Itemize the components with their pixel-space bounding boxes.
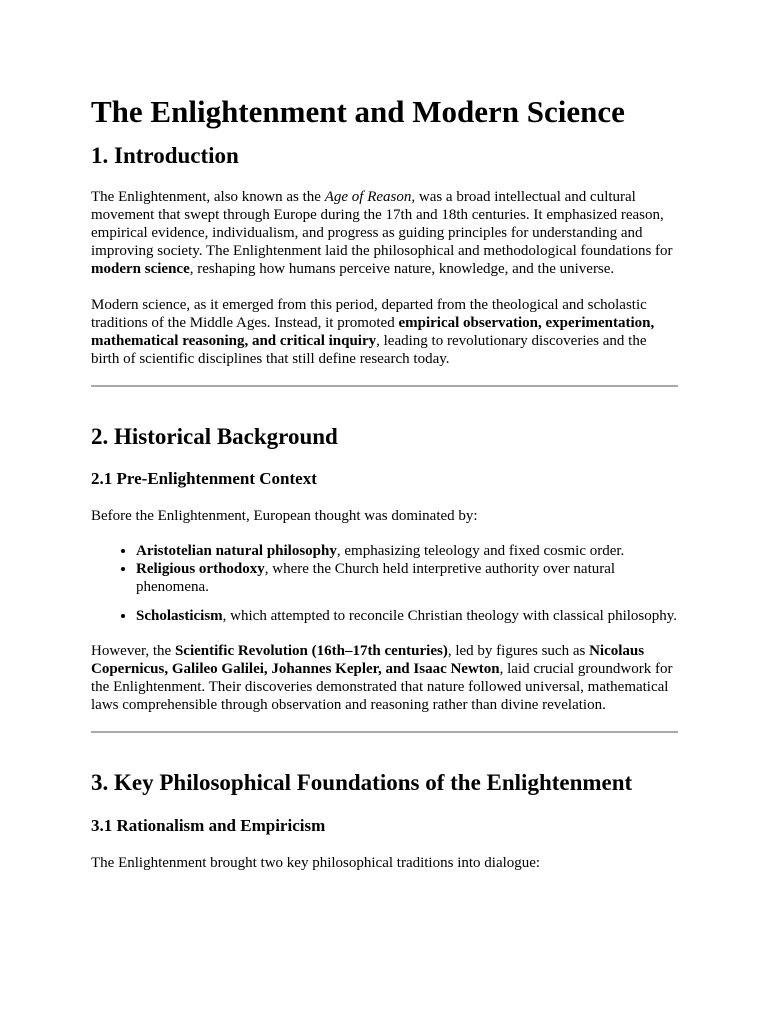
text-run: , emphasizing teleology and fixed cosmic order. — [336, 543, 625, 559]
text-run: , where the Church held interpretive authority over natural phenomena. — [136, 561, 616, 595]
list-item — [136, 560, 678, 596]
intro-paragraph-1 — [91, 188, 678, 278]
bold-term: Scholasticism — [136, 608, 223, 624]
list-item — [136, 542, 678, 560]
section-divider — [91, 731, 678, 733]
history-however-paragraph — [91, 642, 678, 714]
bold-term: empirical observation, experimentation, mathematical reasoning, and critical inquiry — [91, 315, 655, 349]
text-run: The Enlightenment, also known as the — [91, 189, 325, 205]
section-divider — [91, 385, 678, 387]
text-run: , laid crucial groundwork for the Enlightenment. Their discoveries demonstrated that nature followed universal, mathematical laws comprehensible through observation and reasoning rather than divine revelation. — [91, 661, 673, 713]
subsection-heading-rationalism-empiricism: 3.1 Rationalism and Empiricism — [91, 816, 326, 835]
list-item — [136, 607, 678, 625]
bold-term: Nicolaus Copernicus, Galileo Galilei, Johannes Kepler, and Isaac Newton — [91, 643, 645, 677]
bold-term: modern science — [91, 261, 190, 277]
foundations-lead-paragraph: The Enlightenment brought two key philosophical traditions into dialogue: — [91, 855, 541, 871]
bold-term: Religious orthodoxy — [136, 561, 265, 577]
section-heading-key-foundations: 3. Key Philosophical Foundations of the Enlightenment — [91, 770, 633, 795]
section-heading-historical-background: 2. Historical Background — [91, 424, 338, 449]
text-run: Modern science, as it emerged from this period, departed from the theological and scholastic traditions of the Middle Ages. Instead, it promoted — [91, 297, 647, 331]
bold-term: Aristotelian natural philosophy — [136, 543, 337, 559]
pre-enlightenment-list — [91, 542, 678, 625]
text-run: , reshaping how humans perceive nature, knowledge, and the universe. — [189, 261, 615, 277]
text-run: , which attempted to reconcile Christian theology with classical philosophy. — [222, 608, 678, 624]
text-run: , led by figures such as — [447, 643, 590, 659]
document-title: The Enlightenment and Modern Science — [91, 94, 625, 129]
bold-term: Scientific Revolution (16th–17th centuries) — [174, 643, 448, 659]
history-lead-paragraph: Before the Enlightenment, European thought was dominated by: — [91, 508, 478, 524]
subsection-heading-pre-enlightenment: 2.1 Pre-Enlightenment Context — [91, 469, 317, 488]
text-run: However, the — [91, 643, 175, 659]
intro-paragraph-2 — [91, 296, 678, 368]
text-run: , leading to revolutionary discoveries and the birth of scientific disciplines that still define research today. — [91, 333, 647, 367]
text-run: , was a broad intellectual and cultural movement that swept through Europe during the 17th and 18th centuries. It emphasized reason, empirical evidence, individualism, and progress as guiding principles for understanding and improving society. The Enlightenment laid the philosophical and methodological foundations for — [91, 189, 673, 259]
italic-term: Age of Reason — [324, 189, 412, 205]
section-heading-introduction: 1. Introduction — [91, 143, 239, 168]
